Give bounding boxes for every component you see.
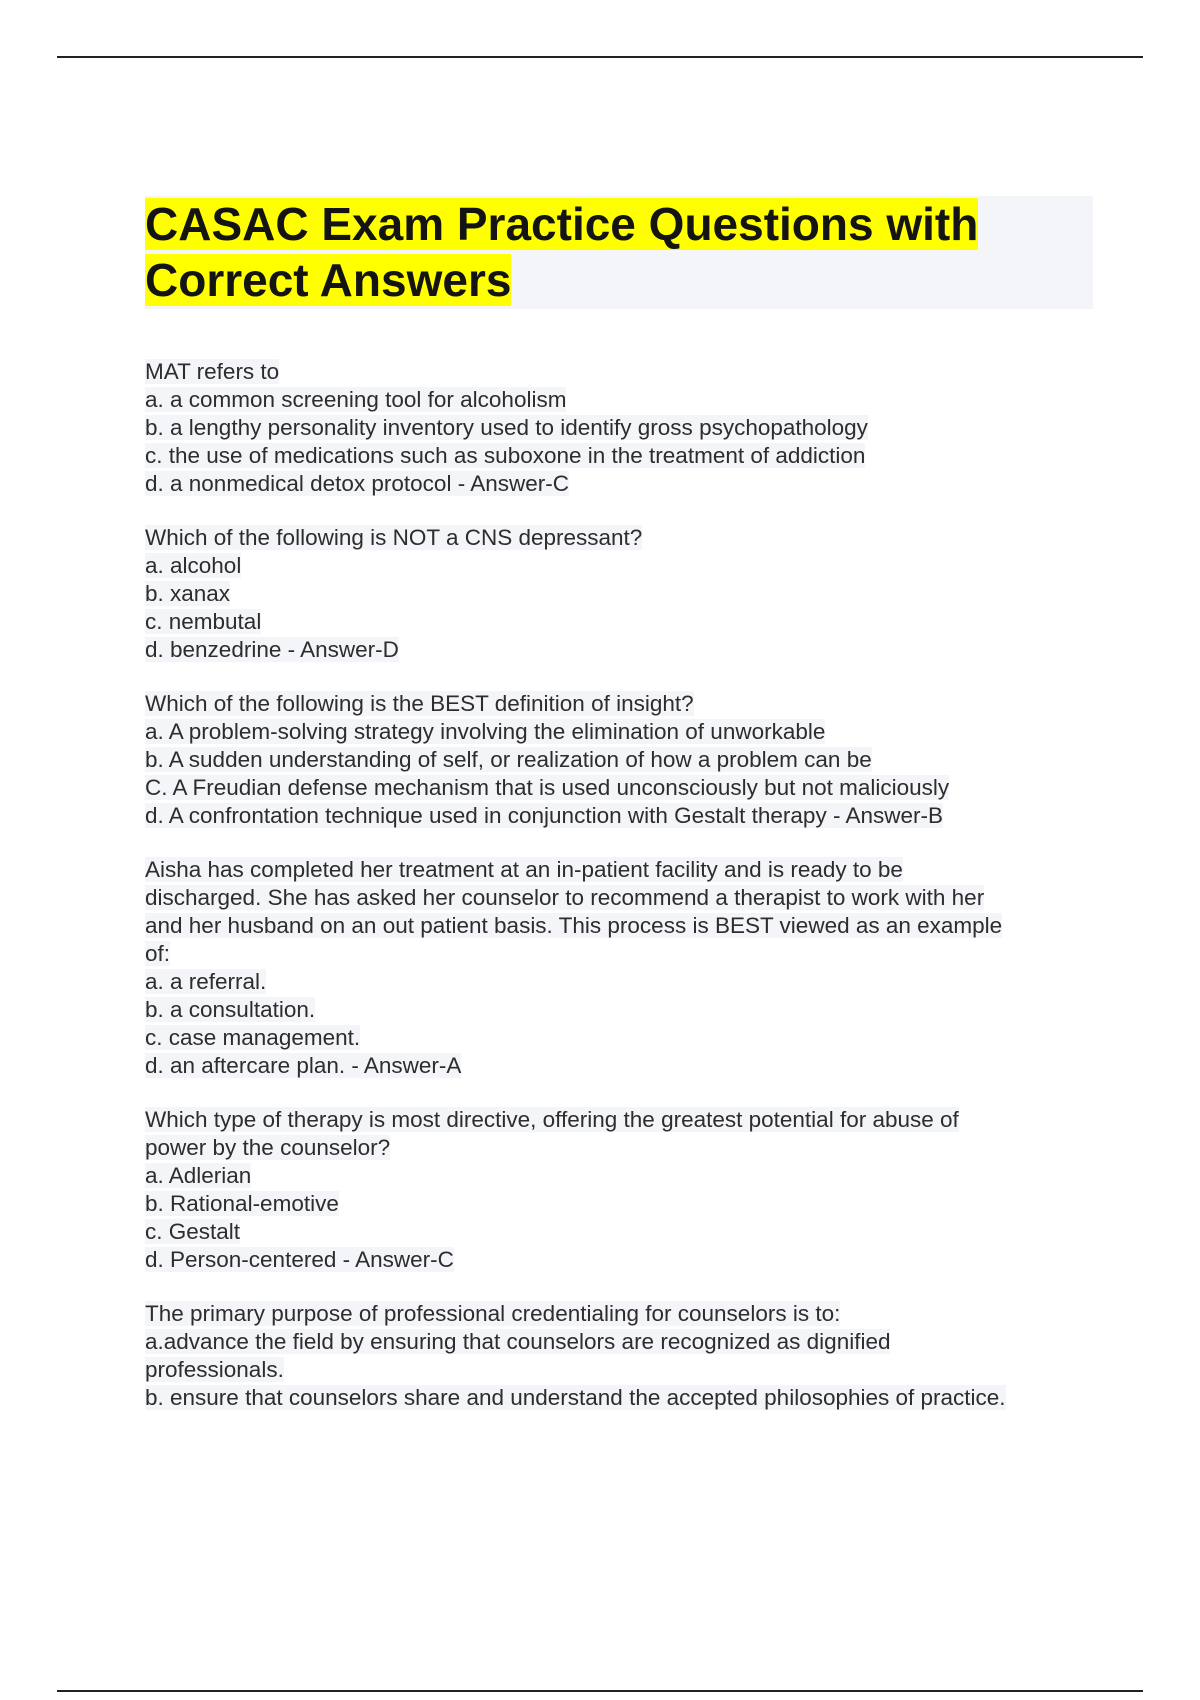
answer-option: b. xanax <box>145 581 231 606</box>
answer-option: a. Adlerian <box>145 1163 252 1188</box>
question-stem: The primary purpose of professional credentialing for counselors is to: <box>145 1301 841 1326</box>
question-stem: Which of the following is the BEST definition of insight? <box>145 691 694 716</box>
question-2 <box>145 524 1105 664</box>
questions-list <box>145 358 1105 1438</box>
answer-option: d. an aftercare plan. - Answer-A <box>145 1053 462 1078</box>
answer-option: c. nembutal <box>145 609 262 634</box>
question-6 <box>145 1300 1105 1412</box>
title-line-1: CASAC Exam Practice Questions with <box>145 198 979 250</box>
answer-option: b. ensure that counselors share and understand the accepted philosophies of practice. <box>145 1385 1006 1410</box>
question-stem: Aisha has completed her treatment at an in-patient facility and is ready to be <box>145 857 903 882</box>
question-1 <box>145 358 1105 498</box>
answer-option: a. alcohol <box>145 553 242 578</box>
answer-option: C. A Freudian defense mechanism that is used unconsciously but not maliciously <box>145 775 950 800</box>
question-4 <box>145 856 1105 1080</box>
question-5 <box>145 1106 1105 1274</box>
answer-option: c. Gestalt <box>145 1219 241 1244</box>
question-stem: and her husband on an out patient basis. This process is BEST viewed as an example <box>145 913 1003 938</box>
title-line-2: Correct Answers <box>145 254 512 306</box>
question-3 <box>145 690 1105 830</box>
title-block <box>145 196 1093 309</box>
answer-option: a. a common screening tool for alcoholism <box>145 387 567 412</box>
answer-option: b. a lengthy personality inventory used to identify gross psychopathology <box>145 415 868 440</box>
question-stem: of: <box>145 941 171 966</box>
question-stem: power by the counselor? <box>145 1135 391 1160</box>
answer-option: d. A confrontation technique used in conjunction with Gestalt therapy - Answer-B <box>145 803 943 828</box>
answer-option: d. Person-centered - Answer-C <box>145 1247 454 1272</box>
answer-option: b. Rational-emotive <box>145 1191 339 1216</box>
answer-option: d. benzedrine - Answer-D <box>145 637 399 662</box>
question-stem: Which of the following is NOT a CNS depressant? <box>145 525 643 550</box>
bottom-rule <box>57 1690 1143 1692</box>
answer-option: a.advance the field by ensuring that counselors are recognized as dignified <box>145 1329 891 1354</box>
answer-option: c. the use of medications such as suboxone in the treatment of addiction <box>145 443 866 468</box>
answer-option: a. A problem-solving strategy involving the elimination of unworkable <box>145 719 826 744</box>
question-stem: MAT refers to <box>145 359 280 384</box>
answer-option: b. A sudden understanding of self, or realization of how a problem can be <box>145 747 872 772</box>
answer-option: a. a referral. <box>145 969 267 994</box>
top-rule <box>57 56 1143 58</box>
answer-option: b. a consultation. <box>145 997 316 1022</box>
question-stem: discharged. She has asked her counselor to recommend a therapist to work with her <box>145 885 985 910</box>
answer-option: professionals. <box>145 1357 284 1382</box>
document-title <box>145 196 1093 308</box>
answer-option: d. a nonmedical detox protocol - Answer-C <box>145 471 569 496</box>
answer-option: c. case management. <box>145 1025 361 1050</box>
question-stem: Which type of therapy is most directive, offering the greatest potential for abuse of <box>145 1107 959 1132</box>
